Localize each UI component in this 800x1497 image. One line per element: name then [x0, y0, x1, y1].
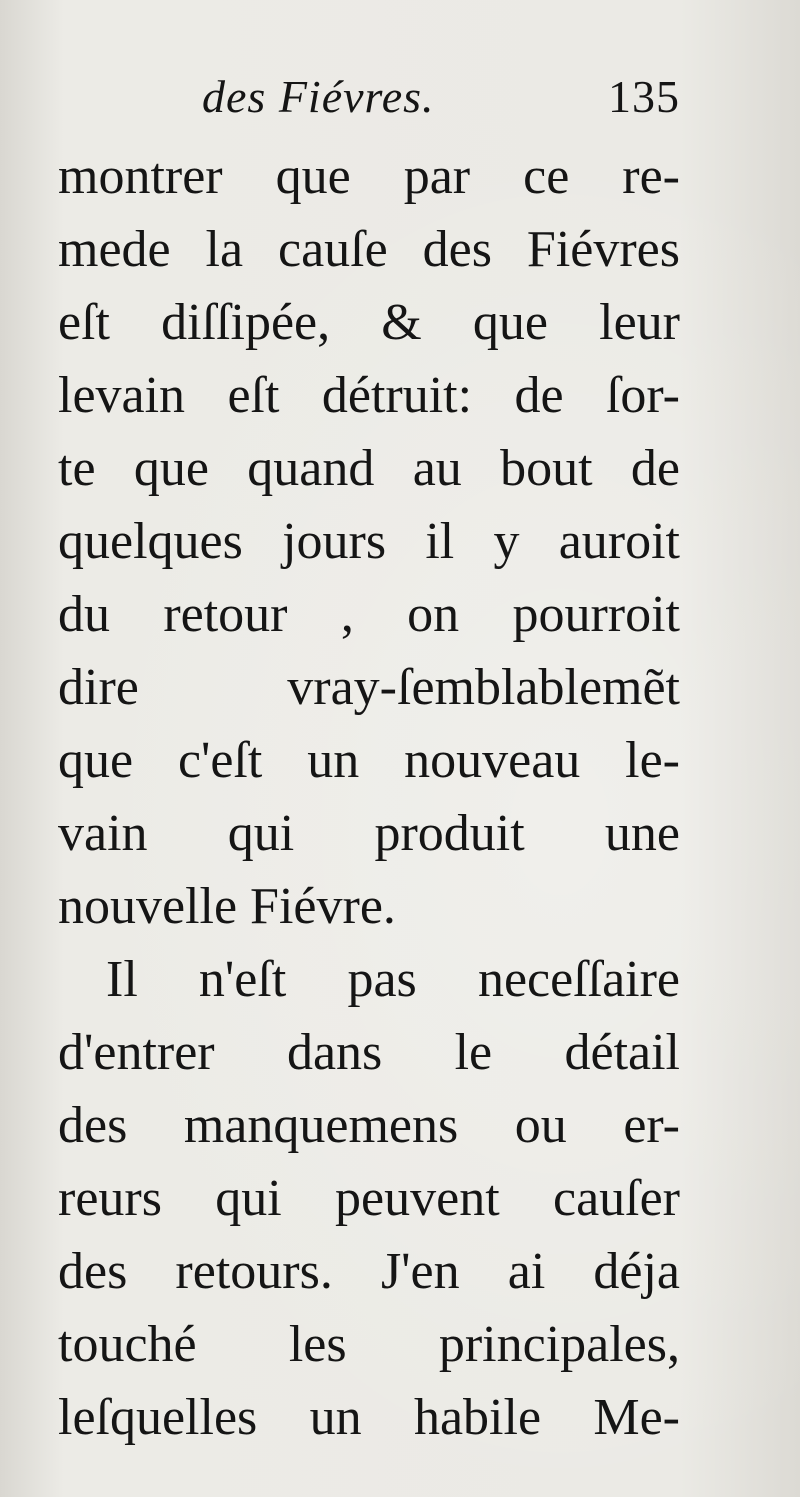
text-line: des manquemens ou er-	[58, 1097, 680, 1154]
text-line: vain qui produit une	[58, 805, 680, 862]
page-number: 135	[608, 71, 680, 122]
paragraph-first-line: Il n'eſt pas neceſſaire	[106, 951, 680, 1008]
body-text	[58, 140, 680, 1454]
text-line: dire vray-ſemblablemẽt	[58, 659, 680, 716]
text-line: quelques jours il y auroit	[58, 513, 680, 570]
text-line: que c'eſt un nouveau le-	[58, 732, 680, 789]
text-line: reurs qui peuvent cauſer	[58, 1170, 680, 1227]
text-line: montrer que par ce re-	[58, 148, 680, 205]
text-line: leſquelles un habile Me-	[58, 1389, 680, 1446]
text-line: du retour , on pourroit	[58, 586, 680, 643]
text-line: d'entrer dans le détail	[58, 1024, 680, 1081]
text-line: mede la cauſe des Fiévres	[58, 221, 680, 278]
text-line: eſt diſſipée, & que leur	[58, 294, 680, 351]
text-line: te que quand au bout de	[58, 440, 680, 497]
text-line: des retours. J'en ai déja	[58, 1243, 680, 1300]
text-line: nouvelle Fiévre.	[58, 878, 396, 935]
text-line: touché les principales,	[58, 1316, 680, 1373]
page-header	[60, 70, 680, 140]
text-line: levain eſt détruit: de ſor-	[58, 367, 680, 424]
running-title: des Fiévres.	[202, 71, 435, 122]
